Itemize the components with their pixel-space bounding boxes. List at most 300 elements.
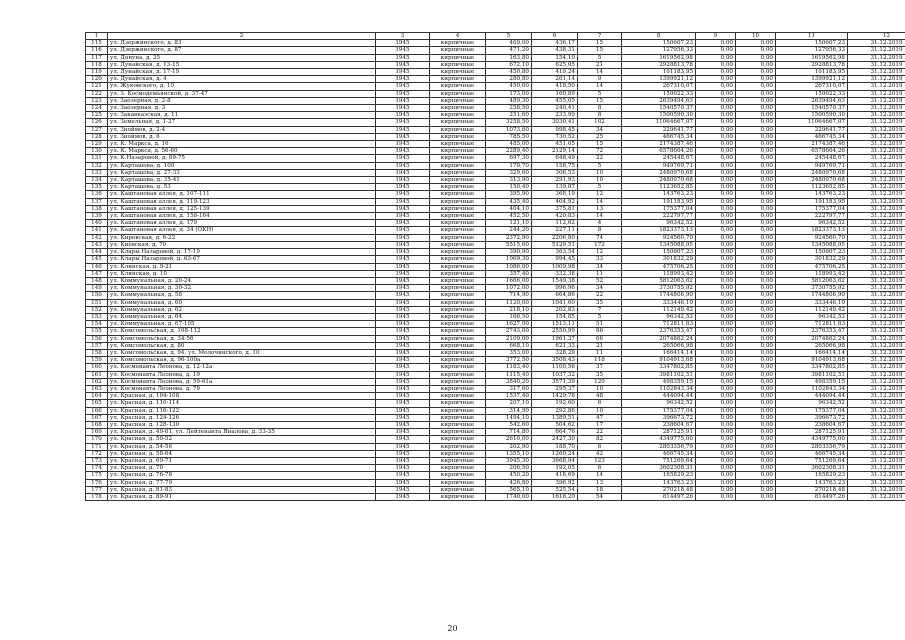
- table-cell: кирпичные: [430, 443, 486, 450]
- table-cell: 127956,33: [622, 47, 696, 54]
- table-cell: 6578664,26: [622, 148, 696, 155]
- table-cell: 21: [578, 61, 622, 68]
- table-cell: 1945: [376, 421, 430, 428]
- table-cell: 301832,29: [622, 256, 696, 263]
- table-cell: кирпичные: [430, 227, 486, 234]
- table-cell: 31.12.2019: [848, 450, 905, 457]
- table-cell: 240,41: [532, 105, 578, 112]
- table-cell: кирпичные: [430, 494, 486, 501]
- table-cell: кирпичные: [430, 457, 486, 464]
- table-cell: 245448,67: [776, 155, 848, 162]
- table-cell: 621,33: [532, 342, 578, 349]
- table-cell: 138: [86, 205, 108, 212]
- table-cell: 712811,83: [622, 321, 696, 328]
- table-cell: 2610,00: [486, 436, 532, 443]
- table-cell: 142: [86, 234, 108, 241]
- table-cell: 160,89: [532, 90, 578, 97]
- table-cell: 0,00: [736, 227, 776, 234]
- table-cell: 1945: [376, 429, 430, 436]
- table-cell: ул. З. Космодемьянской, д. 37-47: [108, 90, 376, 97]
- table-cell: кирпичные: [430, 479, 486, 486]
- table-cell: 31.12.2019: [848, 486, 905, 493]
- table-cell: кирпичные: [430, 299, 486, 306]
- table-cell: 0,00: [736, 472, 776, 479]
- table-cell: 1355,10: [486, 450, 532, 457]
- table-cell: 51: [578, 321, 622, 328]
- table-cell: ул. Карташова, д. 27-33: [108, 169, 376, 176]
- table-cell: 0,00: [696, 148, 736, 155]
- table-cell: 31.12.2019: [848, 421, 905, 428]
- table-cell: ул. Заозерная, д. 3: [108, 105, 376, 112]
- table-cell: 0,00: [696, 292, 736, 299]
- table-cell: 1945: [376, 378, 430, 385]
- table-cell: 565,10: [486, 486, 532, 493]
- table-cell: 485,00: [486, 141, 532, 148]
- table-row: [86, 450, 905, 457]
- table-cell: 1945: [376, 155, 430, 162]
- table-row: [86, 421, 905, 428]
- table-cell: 730,52: [532, 133, 578, 140]
- table-cell: 0,00: [696, 119, 736, 126]
- table-cell: 672,10: [486, 61, 532, 68]
- table-cell: ул. Каштановая аллея, д. 119-123: [108, 198, 376, 205]
- table-cell: кирпичные: [430, 256, 486, 263]
- table-cell: 0,00: [696, 213, 736, 220]
- table-cell: 0,00: [736, 400, 776, 407]
- table-cell: 1069,30: [486, 256, 532, 263]
- table-cell: 1945: [376, 83, 430, 90]
- table-cell: 1945: [376, 486, 430, 493]
- table-cell: 751269,64: [776, 457, 848, 464]
- table-cell: кирпичные: [430, 292, 486, 299]
- table-cell: 0,00: [736, 313, 776, 320]
- table-cell: 0,00: [696, 306, 736, 313]
- table-cell: 301832,29: [776, 256, 848, 263]
- table-cell: 1494,10: [486, 414, 532, 421]
- table-cell: 245448,67: [622, 155, 696, 162]
- table-cell: 2174387,46: [622, 141, 696, 148]
- table-cell: 0,00: [736, 177, 776, 184]
- table-cell: 1945: [376, 393, 430, 400]
- table-cell: 0,00: [696, 443, 736, 450]
- table-cell: 31.12.2019: [848, 205, 905, 212]
- table-cell: 287125,91: [622, 429, 696, 436]
- table-cell: 0,00: [696, 321, 736, 328]
- table-cell: 0,00: [696, 155, 736, 162]
- table-cell: 2074862,24: [622, 335, 696, 342]
- table-cell: 0,00: [736, 148, 776, 155]
- table-cell: 1945: [376, 306, 430, 313]
- table-cell: 1945: [376, 494, 430, 501]
- table-cell: 0,00: [736, 292, 776, 299]
- table-cell: 1945: [376, 97, 430, 104]
- table-cell: ул. Коммунальная, д. 58: [108, 292, 376, 299]
- table-cell: 1429,78: [532, 393, 578, 400]
- table-cell: 25: [578, 133, 622, 140]
- table-cell: 118993,42: [622, 270, 696, 277]
- table-row: [86, 256, 905, 263]
- table-row: [86, 335, 905, 342]
- table-cell: 697,30: [486, 155, 532, 162]
- table-cell: 3840,20: [486, 378, 532, 385]
- table-cell: ул. Красная, д. 124-126: [108, 414, 376, 421]
- table-cell: 0,00: [696, 414, 736, 421]
- table-cell: 0,00: [736, 241, 776, 248]
- table-cell: 96342,52: [776, 220, 848, 227]
- table-cell: 444094,44: [776, 393, 848, 400]
- table-cell: 14: [578, 213, 622, 220]
- table-cell: 31.12.2019: [848, 328, 905, 335]
- table-cell: ул. Коммунальная, д. 62: [108, 306, 376, 313]
- table-cell: 6578664,26: [776, 148, 848, 155]
- table-cell: 150022,33: [622, 90, 696, 97]
- table-cell: 0,00: [696, 364, 736, 371]
- table-cell: ул. Комсомольская, д. 34-56: [108, 335, 376, 342]
- table-cell: 1945: [376, 285, 430, 292]
- table-cell: 31.12.2019: [848, 270, 905, 277]
- table-cell: 525,54: [532, 486, 578, 493]
- table-cell: 1945: [376, 328, 430, 335]
- table-cell: 419,24: [532, 69, 578, 76]
- table-cell: ул. Донуна, д. 25: [108, 54, 376, 61]
- table-row: [86, 54, 905, 61]
- table-cell: 31.12.2019: [848, 119, 905, 126]
- table-cell: 1945: [376, 112, 430, 119]
- table-cell: 418,50: [532, 83, 578, 90]
- table-cell: 143: [86, 241, 108, 248]
- table-cell: 96342,52: [776, 313, 848, 320]
- table-cell: 144: [86, 249, 108, 256]
- table-row: [86, 155, 905, 162]
- table-cell: 160: [86, 364, 108, 371]
- table-cell: 37: [578, 364, 622, 371]
- table-cell: 202,90: [486, 443, 532, 450]
- table-cell: 1823373,13: [622, 227, 696, 234]
- table-cell: кирпичные: [430, 277, 486, 284]
- table-cell: 134: [86, 177, 108, 184]
- table-cell: ул. Коммунальная, д. 30-32: [108, 285, 376, 292]
- table-cell: 0,00: [696, 177, 736, 184]
- table-cell: 118: [86, 61, 108, 68]
- table-cell: 1945: [376, 436, 430, 443]
- table-cell: 1945: [376, 205, 430, 212]
- table-cell: 229641,77: [622, 126, 696, 133]
- table-cell: 136: [86, 191, 108, 198]
- table-cell: 173,00: [486, 90, 532, 97]
- table-cell: 31.12.2019: [848, 76, 905, 83]
- table-cell: 172: [86, 450, 108, 457]
- table-cell: 22: [578, 292, 622, 299]
- table-cell: 1399921,12: [622, 76, 696, 83]
- table-cell: 0,00: [736, 205, 776, 212]
- table-cell: кирпичные: [430, 234, 486, 241]
- table-cell: 0,00: [696, 205, 736, 212]
- table-cell: 191183,95: [622, 69, 696, 76]
- table-cell: 2372,90: [486, 234, 532, 241]
- table-cell: ул. Дзержинского, д. 87: [108, 47, 376, 54]
- table-cell: 0,00: [736, 191, 776, 198]
- table-cell: ул. Карташова, д. 35-41: [108, 177, 376, 184]
- table-cell: 0,00: [736, 105, 776, 112]
- table-cell: 498359,15: [776, 378, 848, 385]
- table-cell: 265066,98: [776, 342, 848, 349]
- table-cell: 270218,48: [622, 486, 696, 493]
- table-cell: 15: [578, 97, 622, 104]
- table-cell: 123: [578, 457, 622, 464]
- table-cell: 333446,10: [776, 299, 848, 306]
- table-cell: 0,00: [696, 47, 736, 54]
- table-cell: кирпичные: [430, 184, 486, 191]
- table-cell: 1945: [376, 61, 430, 68]
- table-cell: 0,00: [736, 306, 776, 313]
- table-cell: кирпичные: [430, 414, 486, 421]
- table-cell: ул. Комсомольская, д. 80: [108, 342, 376, 349]
- table-row: [86, 227, 905, 234]
- table-row: [86, 306, 905, 313]
- table-row: [86, 105, 905, 112]
- table-cell: 0,00: [696, 277, 736, 284]
- table-cell: кирпичные: [430, 335, 486, 342]
- table-cell: 72: [578, 148, 622, 155]
- table-cell: кирпичные: [430, 126, 486, 133]
- table-cell: 150607,23: [776, 249, 848, 256]
- table-cell: 31.12.2019: [848, 400, 905, 407]
- table-cell: 31.12.2019: [848, 349, 905, 356]
- table-cell: 3730755,92: [776, 285, 848, 292]
- column-number-cell: 4: [430, 33, 486, 40]
- table-cell: 396,92: [532, 479, 578, 486]
- table-cell: 0,00: [696, 227, 736, 234]
- table-cell: 1945: [376, 227, 430, 234]
- table-cell: ул. Космонавта Леонова, д. 59-61а: [108, 378, 376, 385]
- table-cell: 112149,42: [622, 306, 696, 313]
- table-cell: 177: [86, 486, 108, 493]
- table-cell: кирпичные: [430, 472, 486, 479]
- table-cell: 31.12.2019: [848, 177, 905, 184]
- table-cell: 0,00: [696, 263, 736, 270]
- table-cell: 0,00: [696, 249, 736, 256]
- table-cell: 420,83: [532, 213, 578, 220]
- table-cell: 489,30: [486, 97, 532, 104]
- table-cell: 751269,64: [622, 457, 696, 464]
- table-cell: 143763,23: [622, 479, 696, 486]
- table-cell: 1945: [376, 90, 430, 97]
- table-row: [86, 292, 905, 299]
- table-cell: 1260,24: [532, 450, 578, 457]
- table-cell: 498359,15: [622, 378, 696, 385]
- table-cell: 2480970,68: [622, 169, 696, 176]
- table-cell: 165829,23: [776, 472, 848, 479]
- table-cell: 1945: [376, 443, 430, 450]
- table-cell: 0,00: [696, 436, 736, 443]
- table-cell: 1945: [376, 249, 430, 256]
- table-cell: 31.12.2019: [848, 184, 905, 191]
- table-cell: 3602308,31: [622, 465, 696, 472]
- table-cell: 1744806,90: [622, 292, 696, 299]
- table-cell: 1086,00: [486, 263, 532, 270]
- table-cell: кирпичные: [430, 357, 486, 364]
- table-cell: 0,00: [696, 184, 736, 191]
- table-cell: 1500590,30: [776, 112, 848, 119]
- table-cell: кирпичные: [430, 47, 486, 54]
- table-cell: кирпичные: [430, 385, 486, 392]
- table-cell: ул. Клинская, д. 9-21: [108, 263, 376, 270]
- table-cell: 174: [86, 465, 108, 472]
- table-cell: 1945: [376, 299, 430, 306]
- table-cell: 1666,00: [486, 277, 532, 284]
- table-cell: 143763,23: [622, 191, 696, 198]
- table-cell: 1945: [376, 191, 430, 198]
- table-cell: 169: [86, 429, 108, 436]
- table-cell: 1945: [376, 270, 430, 277]
- register-sheet: [85, 32, 903, 501]
- table-cell: 4: [578, 220, 622, 227]
- table-cell: 2928813,78: [622, 61, 696, 68]
- table-cell: ул. Красная, д. 128-130: [108, 421, 376, 428]
- table-cell: 0,00: [736, 119, 776, 126]
- table-cell: 31.12.2019: [848, 162, 905, 169]
- table-cell: 0,00: [696, 371, 736, 378]
- table-cell: 1345088,05: [776, 241, 848, 248]
- table-cell: 9104913,68: [776, 357, 848, 364]
- table-cell: 1041,60: [532, 299, 578, 306]
- table-cell: 34: [578, 126, 622, 133]
- table-cell: 714,80: [486, 429, 532, 436]
- table-cell: 12: [578, 191, 622, 198]
- table-cell: 404,92: [532, 198, 578, 205]
- table-cell: 1945: [376, 321, 430, 328]
- table-cell: 0,00: [736, 263, 776, 270]
- table-cell: 1115,40: [486, 371, 532, 378]
- table-row: [86, 443, 905, 450]
- table-cell: ул. Красная, д. 49-61, ул. Лейтенанта Яналова, д. 33-35: [108, 429, 376, 436]
- table-cell: 2928813,78: [776, 61, 848, 68]
- table-cell: 10: [578, 385, 622, 392]
- table-cell: 6: [578, 443, 622, 450]
- table-cell: 151: [86, 299, 108, 306]
- table-cell: 328,29: [532, 349, 578, 356]
- table-row: [86, 400, 905, 407]
- table-cell: 261,14: [532, 76, 578, 83]
- table-row: [86, 472, 905, 479]
- table-row: [86, 162, 905, 169]
- table-cell: 814497,26: [776, 494, 848, 501]
- table-cell: кирпичные: [430, 393, 486, 400]
- table-cell: ул. Каштановая аллея, д. 34 (ОКН): [108, 227, 376, 234]
- table-cell: 0,00: [696, 349, 736, 356]
- table-cell: 0,00: [696, 198, 736, 205]
- table-cell: 1500590,30: [622, 112, 696, 119]
- table-cell: кирпичные: [430, 162, 486, 169]
- table-cell: 1945: [376, 213, 430, 220]
- table-cell: 66: [578, 335, 622, 342]
- table-cell: 6: [578, 400, 622, 407]
- table-row: [86, 83, 905, 90]
- table-cell: кирпичные: [430, 465, 486, 472]
- table-row: [86, 371, 905, 378]
- table-cell: 0,00: [736, 169, 776, 176]
- table-cell: 31.12.2019: [848, 285, 905, 292]
- table-cell: кирпичные: [430, 450, 486, 457]
- table-cell: кирпичные: [430, 321, 486, 328]
- table-row: [86, 184, 905, 191]
- table-cell: 0,00: [696, 76, 736, 83]
- table-cell: 128: [86, 133, 108, 140]
- table-row: [86, 61, 905, 68]
- table-cell: 0,00: [736, 479, 776, 486]
- table-cell: 31.12.2019: [848, 40, 905, 47]
- table-cell: 48: [578, 393, 622, 400]
- table-cell: 163: [86, 385, 108, 392]
- column-number-cell: 8: [622, 33, 696, 40]
- table-cell: кирпичные: [430, 54, 486, 61]
- table-cell: ул. Клинская, д. 10: [108, 270, 376, 277]
- table-cell: 147: [86, 270, 108, 277]
- table-cell: 0,00: [696, 450, 736, 457]
- table-cell: 31.12.2019: [848, 141, 905, 148]
- table-cell: 31.12.2019: [848, 126, 905, 133]
- table-cell: 1945: [376, 371, 430, 378]
- table-cell: ул. Кировская, д. 6-22: [108, 234, 376, 241]
- table-cell: 1945: [376, 349, 430, 356]
- table-cell: 2480970,68: [776, 177, 848, 184]
- table-cell: кирпичные: [430, 76, 486, 83]
- table-cell: 0,00: [736, 198, 776, 205]
- table-cell: 118993,42: [776, 270, 848, 277]
- table-cell: 1945: [376, 198, 430, 205]
- table-cell: 227,11: [532, 227, 578, 234]
- table-cell: ул. Красная, д. 50-52: [108, 436, 376, 443]
- table-cell: 664,86: [532, 292, 578, 299]
- table-cell: 306,53: [532, 169, 578, 176]
- page-number: 20: [447, 624, 458, 633]
- table-cell: ул. Коммунальная, д. 67-105: [108, 321, 376, 328]
- table-cell: 123: [86, 97, 108, 104]
- table-cell: 0,00: [736, 69, 776, 76]
- table-cell: 475706,25: [776, 263, 848, 270]
- table-cell: 0,00: [736, 40, 776, 47]
- table-cell: 418,69: [532, 472, 578, 479]
- table-cell: 375,81: [532, 205, 578, 212]
- table-cell: 31.12.2019: [848, 385, 905, 392]
- table-row: [86, 119, 905, 126]
- table-cell: 2074862,24: [776, 335, 848, 342]
- table-cell: 11: [578, 349, 622, 356]
- table-cell: 155: [86, 328, 108, 335]
- table-cell: ул. Космонавта Леонова, д. 79: [108, 385, 376, 392]
- table-cell: 191183,95: [776, 69, 848, 76]
- table-cell: 357,40: [486, 270, 532, 277]
- table-cell: 450,00: [486, 83, 532, 90]
- table-row: [86, 407, 905, 414]
- table-cell: 122: [86, 90, 108, 97]
- table-cell: 0,00: [696, 486, 736, 493]
- table-cell: 1945: [376, 148, 430, 155]
- table-cell: 625,05: [532, 61, 578, 68]
- table-cell: 0,00: [696, 191, 736, 198]
- table-cell: 0,00: [736, 61, 776, 68]
- table-cell: ул. Зноймов, д. 6: [108, 133, 376, 140]
- table-cell: 0,00: [736, 349, 776, 356]
- table-cell: 714,90: [486, 292, 532, 299]
- table-cell: ул. К. Маркса, д. 56-60: [108, 148, 376, 155]
- table-cell: 469,00: [486, 40, 532, 47]
- table-cell: ул. Каштановая аллея, д. 179: [108, 220, 376, 227]
- table-cell: 218,10: [486, 306, 532, 313]
- table-cell: ул. Земельная, д. 1-27: [108, 119, 376, 126]
- table-cell: 924560,70: [776, 234, 848, 241]
- table-cell: кирпичные: [430, 177, 486, 184]
